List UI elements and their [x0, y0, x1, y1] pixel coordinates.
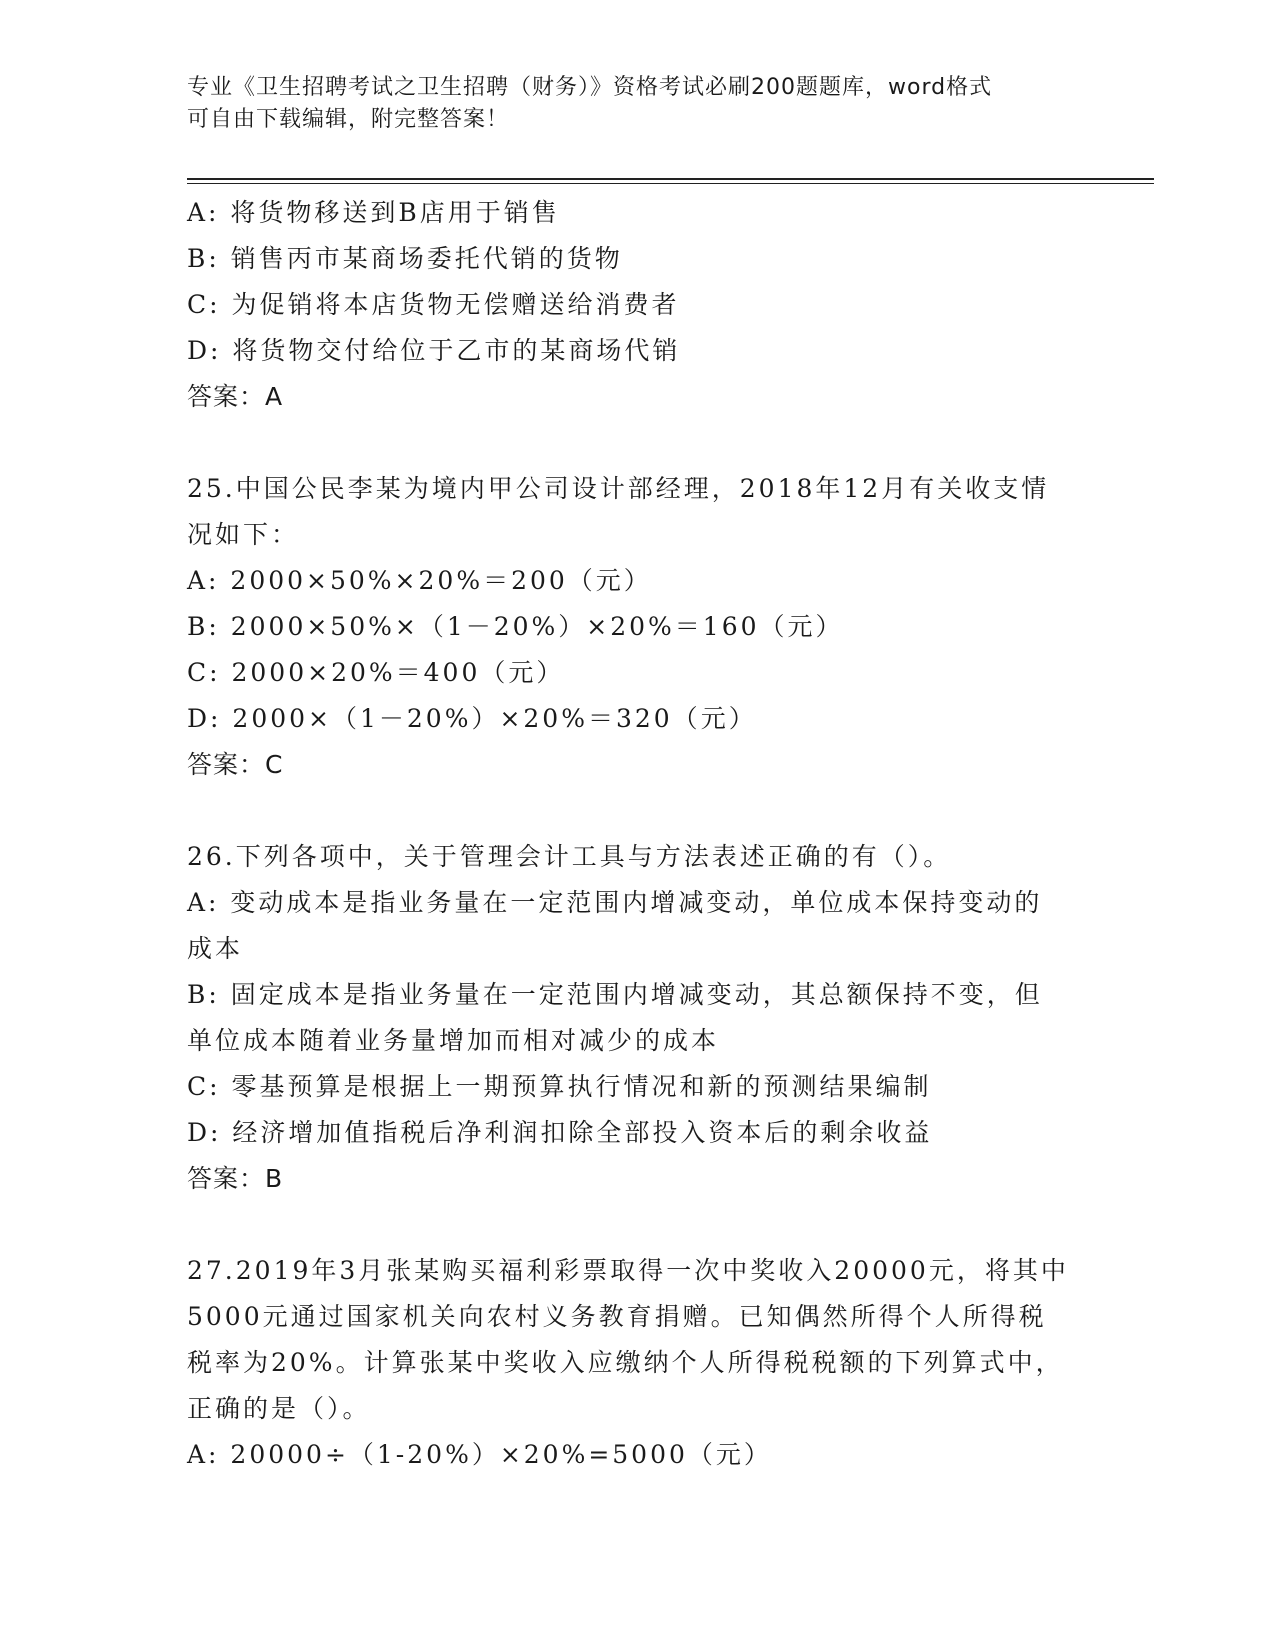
option-a: A: 变动成本是指业务量在一定范围内增减变动，单位成本保持变动的 — [187, 888, 1043, 917]
option-c: C: 2000×20%＝400（元） — [187, 658, 565, 687]
question-26-block — [187, 834, 1087, 1202]
question-stem-continued: 况如下： — [187, 520, 300, 549]
question-stem: 25.中国公民李某为境内甲公司设计部经理，2018年12月有关收支情 — [187, 474, 1050, 503]
answer: 答案：A — [187, 382, 284, 411]
document-body — [187, 190, 1087, 1478]
option-a: A: 20000÷（1-20%）×20%=5000（元） — [187, 1440, 772, 1469]
option-b-continued: 单位成本随着业务量增加而相对减少的成本 — [187, 1026, 720, 1055]
question-24-block — [187, 190, 1087, 420]
question-stem-continued: 5000元通过国家机关向农村义务教育捐赠。已知偶然所得个人所得税 — [187, 1302, 1047, 1331]
question-27-block — [187, 1248, 1087, 1478]
option-c: C: 为促销将本店货物无偿赠送给消费者 — [187, 290, 680, 319]
answer: 答案：C — [187, 750, 284, 779]
option-b: B: 固定成本是指业务量在一定范围内增减变动，其总额保持不变，但 — [187, 980, 1043, 1009]
option-d: D: 经济增加值指税后净利润扣除全部投入资本后的剩余收益 — [187, 1118, 933, 1147]
option-b: B: 2000×50%×（1－20%）×20%＝160（元） — [187, 612, 844, 641]
option-d: D: 将货物交付给位于乙市的某商场代销 — [187, 336, 681, 365]
option-d: D: 2000×（1－20%）×20%＝320（元） — [187, 704, 757, 733]
header-line-2: 可自由下载编辑，附完整答案！ — [187, 107, 510, 132]
option-c: C: 零基预算是根据上一期预算执行情况和新的预测结果编制 — [187, 1072, 932, 1101]
question-stem: 27.2019年3月张某购买福利彩票取得一次中奖收入20000元，将其中 — [187, 1256, 1069, 1285]
option-a-continued: 成本 — [187, 934, 244, 963]
option-a: A: 2000×50%×20%＝200（元） — [187, 566, 652, 595]
header-divider-thick — [187, 178, 1154, 180]
option-b: B: 销售丙市某商场委托代销的货物 — [187, 244, 623, 273]
question-stem-continued: 税率为20%。计算张某中奖收入应缴纳个人所得税税额的下列算式中， — [187, 1348, 1064, 1377]
header-divider-thin — [187, 183, 1154, 184]
header-line-1: 专业《卫生招聘考试之卫生招聘（财务）》资格考试必刷200题题库，word格式 — [187, 75, 993, 100]
document-header — [187, 72, 1067, 136]
question-stem: 26.下列各项中，关于管理会计工具与方法表述正确的有（）。 — [187, 842, 952, 871]
option-a: A: 将货物移送到B店用于销售 — [187, 198, 560, 227]
question-25-block — [187, 466, 1087, 788]
answer: 答案：B — [187, 1164, 284, 1193]
question-stem-continued: 正确的是（）。 — [187, 1394, 371, 1423]
